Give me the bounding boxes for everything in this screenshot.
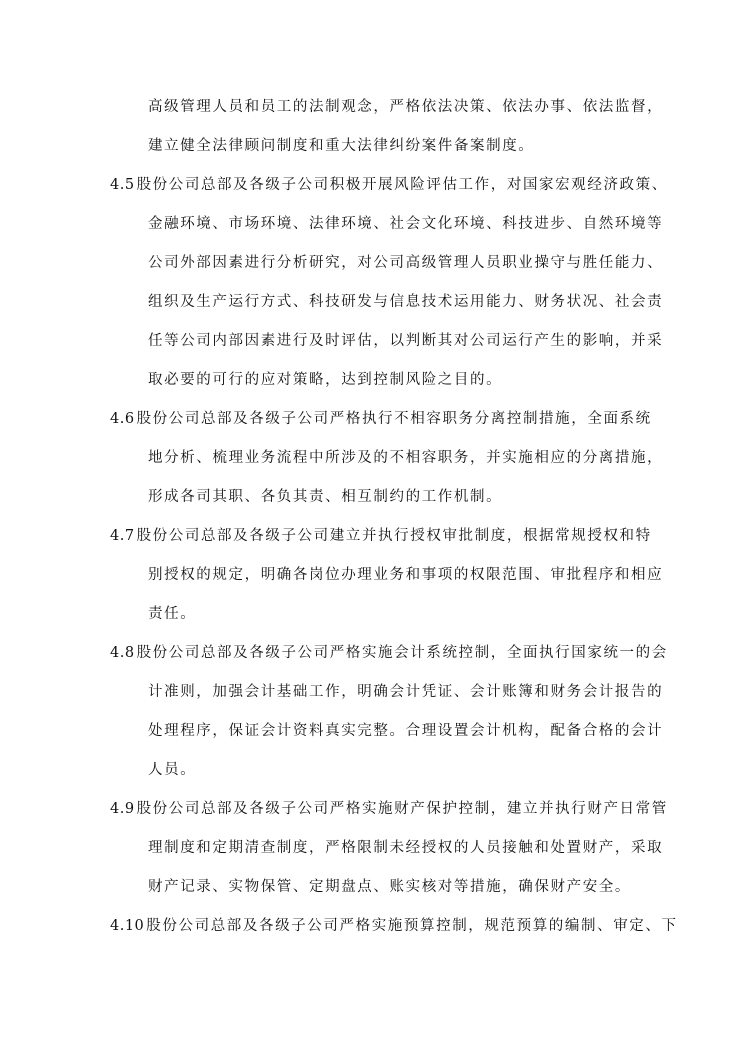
line-text: 财产记录、实物保管、定期盘点、账实核对等措施，确保财产安全。 [148,879,631,895]
paragraph-line [0,829,744,868]
line-text: 处理程序，保证会计资料真实完整。合理设置会计机构，配备合格的会计 [148,723,664,739]
line-text: 取必要的可行的应对策略，达到控制风险之目的。 [148,372,503,388]
line-text: 人员。 [148,762,197,778]
line-text: 股份公司总部及各级子公司严格实施会计系统控制，全面执行国家统一的会 [136,645,668,661]
line-text: 别授权的规定，明确各岗位办理业务和事项的权限范围、审批程序和相应 [148,567,664,583]
numbered-paragraph-line [0,517,744,556]
section-number: 4.5 [110,177,135,193]
numbered-paragraph-line [0,400,744,439]
line-text: 高级管理人员和员工的法制观念，严格依法决策、依法办事、依法监督， [148,99,664,115]
section-number: 4.8 [110,645,135,661]
line-text: 公司外部因素进行分析研究，对公司高级管理人员职业操守与胜任能力、 [148,255,664,271]
line-text: 地分析、梳理业务流程中所涉及的不相容职务，并实施相应的分离措施， [148,450,664,466]
paragraph-line [0,595,744,634]
line-text: 计准则，加强会计基础工作，明确会计凭证、会计账簿和财务会计报告的 [148,684,664,700]
paragraph-line [0,556,744,595]
line-text: 形成各司其职、各负其责、相互制约的工作机制。 [148,489,503,505]
numbered-paragraph-line [0,634,744,673]
paragraph-line [0,439,744,478]
paragraph-line [0,322,744,361]
line-text: 股份公司总部及各级子公司严格实施财产保护控制，建立并执行财产日常管 [136,801,668,817]
numbered-paragraph-line [0,790,744,829]
paragraph-line [0,478,744,517]
paragraph-line [0,361,744,400]
document-page [0,88,744,946]
line-text: 股份公司总部及各级子公司严格执行不相容职务分离控制措施，全面系统 [136,411,652,427]
paragraph-line [0,127,744,166]
line-text: 组织及生产运行方式、科技研发与信息技术运用能力、财务状况、社会责 [148,294,664,310]
line-text: 股份公司总部及各级子公司严格实施预算控制，规范预算的编制、审定、下 [146,918,678,934]
paragraph-line [0,673,744,712]
paragraph-line [0,712,744,751]
line-text: 股份公司总部及各级子公司建立并执行授权审批制度，根据常规授权和特 [136,528,652,544]
paragraph-line [0,868,744,907]
line-text: 任等公司内部因素进行及时评估，以判断其对公司运行产生的影响，并采 [148,333,664,349]
line-text: 理制度和定期清查制度，严格限制未经授权的人员接触和处置财产，采取 [148,840,664,856]
paragraph-line [0,88,744,127]
numbered-paragraph-line [0,166,744,205]
line-text: 金融环境、市场环境、法律环境、社会文化环境、科技进步、自然环境等 [148,216,664,232]
section-number: 4.7 [110,528,135,544]
paragraph-line [0,751,744,790]
paragraph-line [0,244,744,283]
section-number: 4.9 [110,801,135,817]
paragraph-line [0,283,744,322]
numbered-paragraph-line [0,907,744,946]
section-number: 4.6 [110,411,135,427]
line-text: 建立健全法律顾问制度和重大法律纠纷案件备案制度。 [148,138,535,154]
section-number: 4.10 [110,918,145,934]
line-text: 股份公司总部及各级子公司积极开展风险评估工作，对国家宏观经济政策、 [136,177,668,193]
line-text: 责任。 [148,606,197,622]
paragraph-line [0,205,744,244]
